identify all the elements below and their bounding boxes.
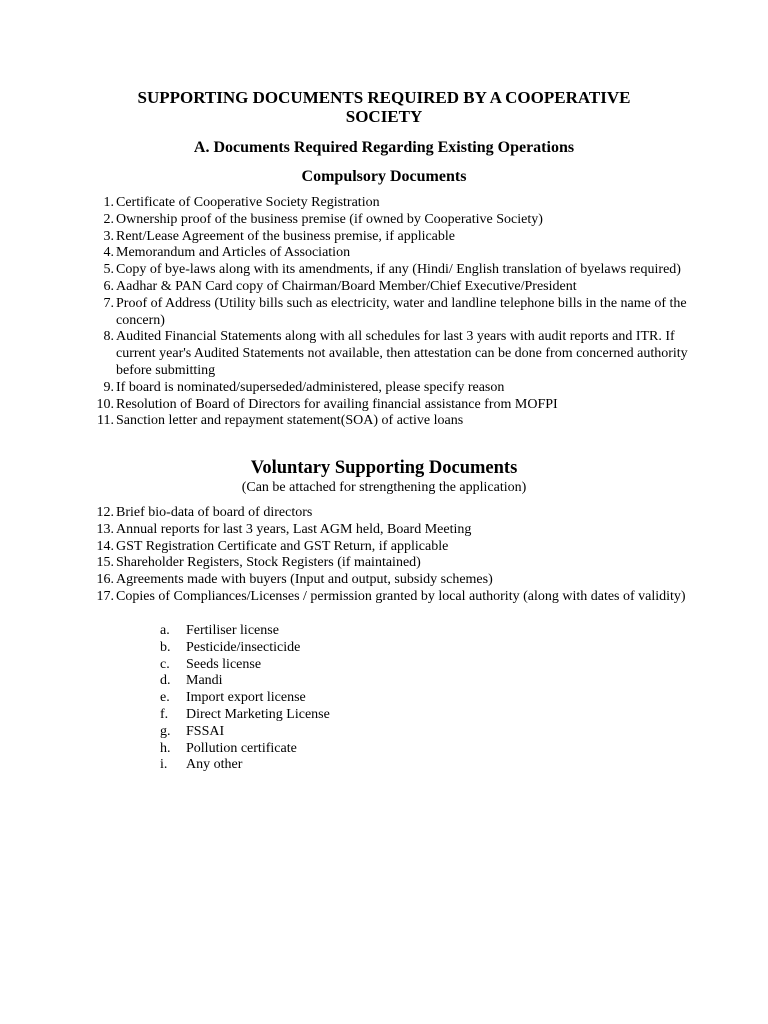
- list-item: [90, 279, 690, 296]
- list-item: [90, 522, 690, 539]
- list-item: [90, 572, 690, 589]
- item-number: 6.: [103, 278, 114, 294]
- item-text: Resolution of Board of Directors for availing financial assistance from MOFPI: [116, 396, 558, 412]
- item-text: Ownership proof of the business premise (if owned by Cooperative Society): [116, 211, 543, 227]
- item-letter: i.: [160, 757, 168, 773]
- item-text: Certificate of Cooperative Society Registration: [116, 195, 380, 210]
- list-item: [90, 245, 690, 262]
- item-text: Audited Financial Statements along with all schedules for last 3 years with audit reports and ITR. If current year's Audited Statements not available, then attestation can be done from concerned authority before submitting: [116, 329, 688, 378]
- list-item: [90, 413, 690, 430]
- item-text: Brief bio-data of board of directors: [116, 505, 313, 520]
- sublist-item: [160, 707, 460, 724]
- item-text: Shareholder Registers, Stock Registers (if maintained): [116, 555, 421, 571]
- item-text: Rent/Lease Agreement of the business premise, if applicable: [116, 228, 456, 244]
- voluntary-documents-heading: Voluntary Supporting Documents: [250, 458, 518, 478]
- item-text: Fertiliser license: [186, 623, 279, 638]
- item-number: 17.: [96, 588, 114, 604]
- item-letter: c.: [160, 656, 170, 672]
- item-number: 3.: [103, 228, 114, 244]
- item-text: FSSAI: [186, 723, 225, 739]
- item-letter: e.: [160, 690, 170, 706]
- item-number: 8.: [103, 329, 114, 345]
- item-number: 4.: [103, 245, 114, 261]
- compulsory-documents-list: [90, 195, 690, 430]
- item-number: 9.: [103, 379, 114, 395]
- item-text: Aadhar & PAN Card copy of Chairman/Board Member/Chief Executive/President: [116, 278, 577, 294]
- sublist-item: [160, 724, 460, 741]
- item-number: 12.: [96, 505, 114, 520]
- item-text: If board is nominated/superseded/administered, please specify reason: [116, 379, 505, 395]
- license-sublist: [160, 623, 460, 774]
- sublist-item: [160, 640, 460, 657]
- sublist-item: [160, 757, 460, 774]
- list-item: [90, 229, 690, 246]
- list-item: [90, 195, 690, 212]
- item-letter: g.: [160, 723, 171, 739]
- item-text: Seeds license: [186, 656, 262, 672]
- sublist-item: [160, 673, 460, 690]
- sublist-item: [160, 623, 460, 640]
- item-text: Pollution certificate: [186, 740, 297, 756]
- list-item: [90, 212, 690, 229]
- item-text: Pesticide/insecticide: [186, 639, 301, 655]
- item-number: 13.: [96, 521, 114, 537]
- item-text: Import export license: [186, 690, 306, 706]
- item-text: Annual reports for last 3 years, Last AGM held, Board Meeting: [116, 521, 472, 537]
- sublist-item: [160, 657, 460, 674]
- list-item: [90, 589, 690, 606]
- item-text: Mandi: [186, 673, 223, 689]
- item-letter: a.: [160, 623, 170, 638]
- item-text: Agreements made with buyers (Input and output, subsidy schemes): [116, 572, 493, 588]
- list-item: [90, 555, 690, 572]
- section-a-heading: A. Documents Required Regarding Existing Operations: [193, 139, 575, 156]
- item-text: Copies of Compliances/Licenses / permission granted by local authority (along with dates of validity): [116, 588, 686, 604]
- list-item: [90, 397, 690, 414]
- list-item: [90, 262, 690, 279]
- item-number: 10.: [96, 396, 114, 412]
- item-number: 5.: [103, 262, 114, 278]
- item-number: 11.: [97, 413, 114, 429]
- item-number: 14.: [96, 538, 114, 554]
- item-letter: b.: [160, 639, 171, 655]
- list-item: [90, 505, 690, 522]
- item-number: 15.: [96, 555, 114, 571]
- list-item: [90, 296, 690, 330]
- item-number: 2.: [103, 211, 114, 227]
- item-text: Any other: [186, 757, 243, 773]
- item-letter: f.: [160, 706, 169, 722]
- voluntary-documents-list: [90, 505, 690, 606]
- item-text: Proof of Address (Utility bills such as electricity, water and landline telephone bills in the name of the concern): [116, 295, 687, 328]
- item-text: Sanction letter and repayment statement(SOA) of active loans: [116, 413, 464, 429]
- item-number: 7.: [103, 295, 114, 311]
- list-item: [90, 329, 690, 379]
- voluntary-documents-note: (Can be attached for strengthening the application): [241, 480, 527, 495]
- item-letter: h.: [160, 740, 171, 756]
- item-number: 1.: [103, 195, 114, 210]
- item-text: GST Registration Certificate and GST Return, if applicable: [116, 538, 449, 554]
- sublist-item: [160, 690, 460, 707]
- compulsory-documents-heading: Compulsory Documents: [301, 168, 467, 185]
- item-text: Memorandum and Articles of Association: [116, 245, 351, 261]
- document-title: SUPPORTING DOCUMENTS REQUIRED BY A COOPERATIVE SOCIETY: [137, 88, 631, 126]
- list-item: [90, 380, 690, 397]
- item-text: Direct Marketing License: [186, 706, 330, 722]
- sublist-item: [160, 741, 460, 758]
- item-number: 16.: [96, 572, 114, 588]
- list-item: [90, 539, 690, 556]
- item-text: Copy of bye-laws along with its amendments, if any (Hindi/ English translation of byelaws required): [116, 262, 681, 278]
- item-letter: d.: [160, 673, 171, 689]
